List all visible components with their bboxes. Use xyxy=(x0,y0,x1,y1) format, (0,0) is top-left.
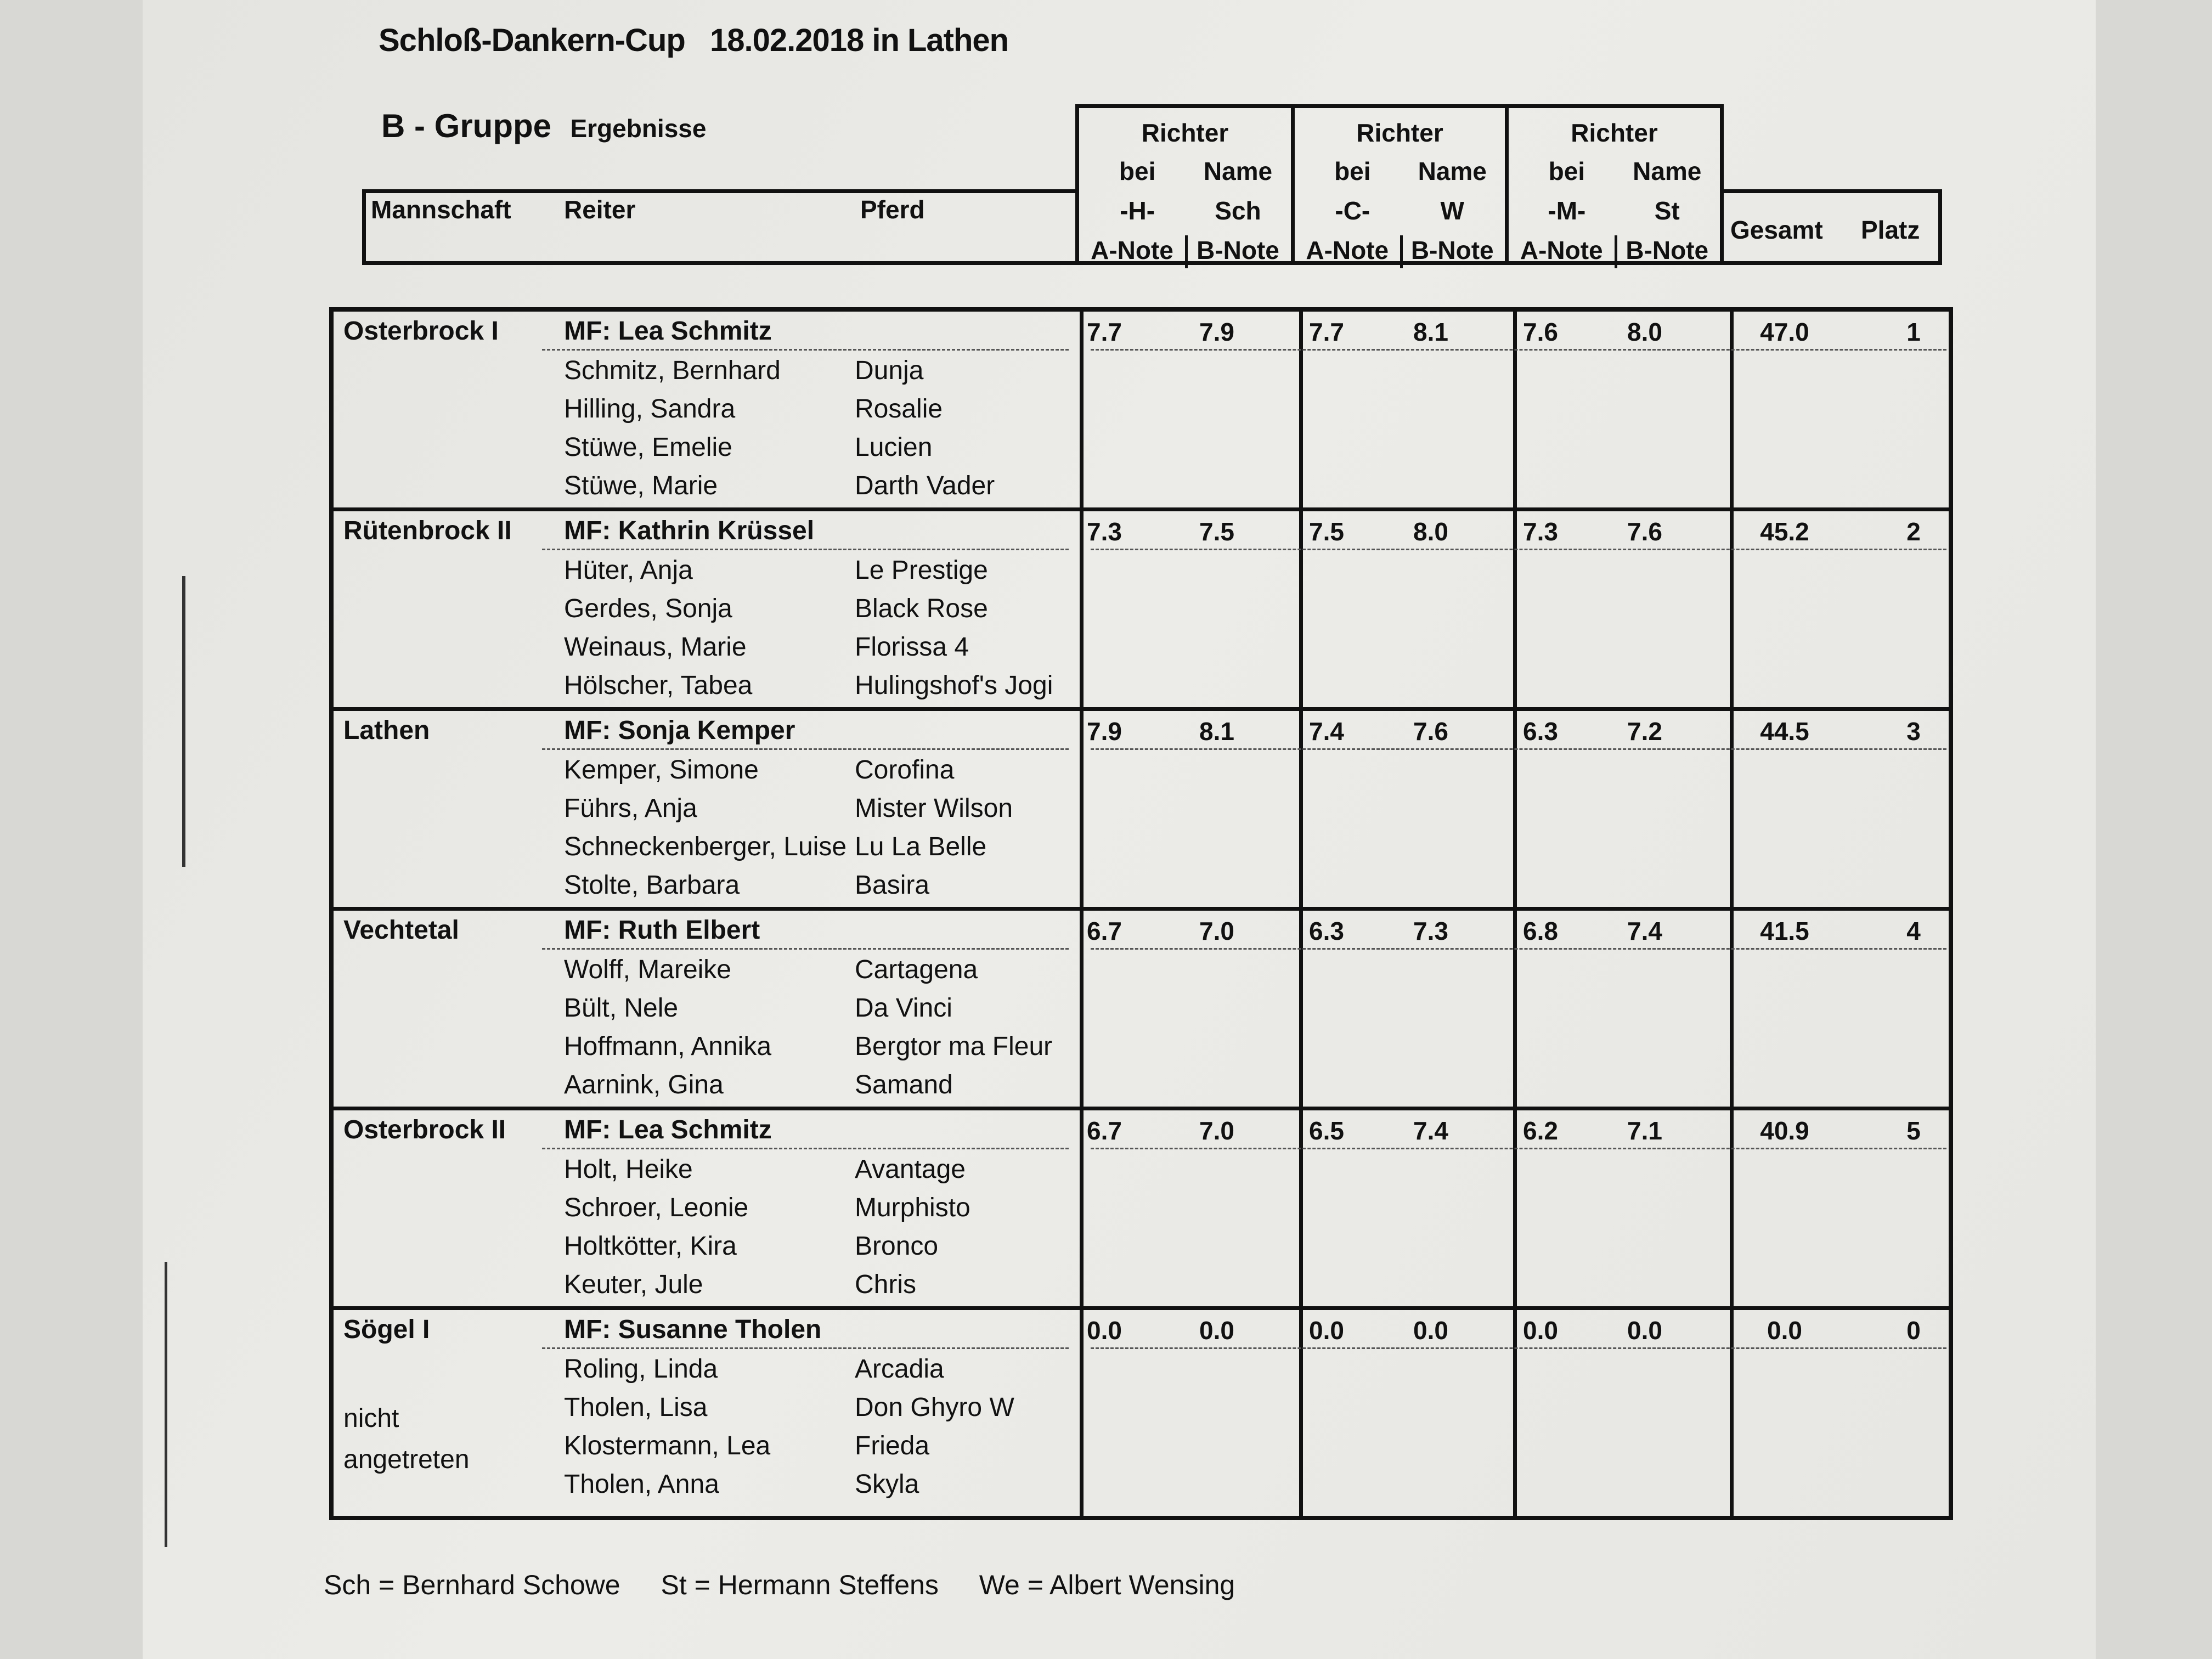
horse-name: Darth Vader xyxy=(855,471,995,500)
team-leader: MF: Lea Schmitz xyxy=(564,317,772,346)
judge-score: 7.9 xyxy=(1087,717,1122,746)
horse-name: Cartagena xyxy=(855,955,978,984)
rider-name: Gerdes, Sonja xyxy=(564,594,732,623)
team-leader: MF: Lea Schmitz xyxy=(564,1115,772,1144)
scan-mark-left-2 xyxy=(165,1262,167,1547)
team-name: Osterbrock II xyxy=(343,1115,506,1144)
horse-name: Arcadia xyxy=(855,1355,944,1384)
judge-score: 7.9 xyxy=(1199,318,1234,346)
judge-name-label: Name xyxy=(1203,157,1273,185)
horse-name: Hulingshof's Jogi xyxy=(855,671,1053,700)
team-place: 3 xyxy=(1906,717,1921,746)
judge-score: 0.0 xyxy=(1087,1316,1122,1345)
judge-b-note-label: B-Note xyxy=(1626,236,1709,264)
judge-richter-label: Richter xyxy=(1571,119,1658,147)
judge-m-header xyxy=(1509,104,1724,265)
event-date-place: 18.02.2018 in Lathen xyxy=(709,22,1009,58)
scan-mark-left xyxy=(182,576,185,867)
judge-position: -H- xyxy=(1120,196,1155,225)
team-place: 5 xyxy=(1906,1116,1921,1145)
rider-name: Klostermann, Lea xyxy=(564,1431,771,1460)
judge-position: -C- xyxy=(1335,196,1370,225)
judge-score: 7.3 xyxy=(1523,517,1558,546)
judge-score: 7.7 xyxy=(1087,318,1122,346)
horse-name: Black Rose xyxy=(855,594,988,623)
team-name: Rütenbrock II xyxy=(343,516,512,545)
judge-score: 7.3 xyxy=(1413,917,1448,945)
judge-score: 7.5 xyxy=(1199,517,1234,546)
rider-name: Hilling, Sandra xyxy=(564,394,736,424)
judge-score: 6.5 xyxy=(1309,1116,1344,1145)
team-total: 0.0 xyxy=(1767,1316,1802,1345)
team-row xyxy=(334,711,1949,911)
legend-st: St = Hermann Steffens xyxy=(661,1570,939,1600)
legend-sch: Sch = Bernhard Schowe xyxy=(324,1570,620,1600)
horse-name: Bergtor ma Fleur xyxy=(855,1032,1053,1061)
judge-score: 8.0 xyxy=(1413,517,1448,546)
underline-dots xyxy=(1091,748,1946,750)
judge-score: 7.4 xyxy=(1627,917,1662,945)
team-row xyxy=(334,1110,1949,1310)
judge-score: 8.0 xyxy=(1627,318,1662,346)
judge-name-label: Name xyxy=(1633,157,1702,185)
judge-score: 6.2 xyxy=(1523,1116,1558,1145)
judge-score: 6.3 xyxy=(1523,717,1558,746)
horse-name: Skyla xyxy=(855,1470,919,1499)
underline-dots xyxy=(542,349,1069,351)
team-name: Vechtetal xyxy=(343,916,459,945)
column-divider xyxy=(1730,1110,1734,1306)
horse-name: Bronco xyxy=(855,1232,939,1261)
judge-h-header xyxy=(1075,104,1295,265)
horse-name: Florissa 4 xyxy=(855,633,969,662)
team-place: 1 xyxy=(1906,318,1921,346)
rider-name: Weinaus, Marie xyxy=(564,633,747,662)
header-pferd: Pferd xyxy=(860,195,925,224)
underline-dots xyxy=(1091,1347,1946,1349)
horse-name: Don Ghyro W xyxy=(855,1393,1014,1422)
team-leader: MF: Susanne Tholen xyxy=(564,1315,822,1344)
rider-name: Keuter, Jule xyxy=(564,1270,703,1299)
horse-name: Lucien xyxy=(855,433,933,462)
judge-name-label: Name xyxy=(1418,157,1487,185)
horse-name: Le Prestige xyxy=(855,556,988,585)
judge-code: Sch xyxy=(1215,196,1261,225)
judge-score: 0.0 xyxy=(1413,1316,1448,1345)
underline-dots xyxy=(1091,1148,1946,1149)
judge-c-header xyxy=(1295,104,1509,265)
judge-score: 8.1 xyxy=(1199,717,1234,746)
group-name: B - Gruppe xyxy=(381,108,551,144)
judge-score: 7.3 xyxy=(1087,517,1122,546)
judge-note-divider xyxy=(1185,235,1188,268)
rider-name: Hölscher, Tabea xyxy=(564,671,753,700)
horse-name: Murphisto xyxy=(855,1193,970,1222)
team-row xyxy=(334,1310,1949,1516)
team-name: Lathen xyxy=(343,716,430,745)
underline-dots xyxy=(542,748,1069,750)
judge-score: 8.1 xyxy=(1413,318,1448,346)
judge-a-note-label: A-Note xyxy=(1306,236,1389,264)
rider-name: Schmitz, Bernhard xyxy=(564,356,781,385)
horse-name: Avantage xyxy=(855,1155,966,1184)
team-row xyxy=(334,312,1949,511)
team-place: 2 xyxy=(1906,517,1921,546)
judge-score: 7.0 xyxy=(1199,1116,1234,1145)
horse-name: Basira xyxy=(855,871,930,900)
judge-score: 6.7 xyxy=(1087,1116,1122,1145)
rider-name: Wolff, Mareike xyxy=(564,955,731,984)
header-gesamt: Gesamt xyxy=(1730,216,1823,244)
header-platz: Platz xyxy=(1861,216,1920,244)
judge-bei-label: bei xyxy=(1548,157,1585,185)
event-name: Schloß-Dankern-Cup xyxy=(379,22,685,58)
team-place: 4 xyxy=(1906,917,1921,945)
judge-b-note-label: B-Note xyxy=(1197,236,1279,264)
horse-name: Samand xyxy=(855,1070,953,1099)
team-name: Osterbrock I xyxy=(343,317,499,346)
team-total: 44.5 xyxy=(1760,717,1809,746)
team-row xyxy=(334,911,1949,1110)
team-row xyxy=(334,511,1949,711)
underline-dots xyxy=(542,1148,1069,1149)
horse-name: Da Vinci xyxy=(855,994,952,1023)
judge-score: 7.6 xyxy=(1413,717,1448,746)
horse-name: Dunja xyxy=(855,356,924,385)
judge-score: 6.3 xyxy=(1309,917,1344,945)
judge-score: 7.6 xyxy=(1627,517,1662,546)
judges-legend xyxy=(324,1569,1268,1601)
judge-bei-label: bei xyxy=(1119,157,1156,185)
team-leader: MF: Kathrin Krüssel xyxy=(564,516,815,545)
column-divider xyxy=(1730,1310,1734,1516)
header-reiter: Reiter xyxy=(564,195,636,224)
rider-name: Stüwe, Marie xyxy=(564,471,718,500)
rider-name: Führs, Anja xyxy=(564,794,697,823)
rider-name: Stüwe, Emelie xyxy=(564,433,732,462)
judge-position: -M- xyxy=(1548,196,1586,225)
judge-a-note-label: A-Note xyxy=(1520,236,1603,264)
legend-we: We = Albert Wensing xyxy=(979,1570,1235,1600)
horse-name: Chris xyxy=(855,1270,917,1299)
judge-score: 0.0 xyxy=(1627,1316,1662,1345)
judge-code: St xyxy=(1654,196,1680,225)
team-total: 45.2 xyxy=(1760,517,1809,546)
table-header xyxy=(362,104,1942,269)
judge-score: 7.6 xyxy=(1523,318,1558,346)
underline-dots xyxy=(1091,549,1946,550)
rider-name: Aarnink, Gina xyxy=(564,1070,724,1099)
judge-richter-label: Richter xyxy=(1141,119,1229,147)
header-gesamt-platz xyxy=(1724,189,1942,265)
team-leader: MF: Sonja Kemper xyxy=(564,716,795,745)
judge-bei-label: bei xyxy=(1334,157,1371,185)
underline-dots xyxy=(542,549,1069,550)
team-total: 40.9 xyxy=(1760,1116,1809,1145)
rider-name: Holt, Heike xyxy=(564,1155,693,1184)
judge-score: 7.7 xyxy=(1309,318,1344,346)
rider-name: Tholen, Lisa xyxy=(564,1393,708,1422)
results-table xyxy=(329,307,1953,1520)
judge-score: 6.7 xyxy=(1087,917,1122,945)
team-leader: MF: Ruth Elbert xyxy=(564,916,760,945)
horse-name: Frieda xyxy=(855,1431,930,1460)
judge-b-note-label: B-Note xyxy=(1410,236,1494,264)
judge-score: 7.4 xyxy=(1413,1116,1448,1145)
horse-name: Rosalie xyxy=(855,394,943,424)
group-label: Ergebnisse xyxy=(570,114,707,143)
team-total: 41.5 xyxy=(1760,917,1809,945)
horse-name: Lu La Belle xyxy=(855,832,987,861)
column-divider xyxy=(1730,711,1734,907)
judge-score: 7.1 xyxy=(1627,1116,1662,1145)
team-place: 0 xyxy=(1906,1316,1921,1345)
judge-note-divider xyxy=(1615,235,1617,268)
judge-score: 0.0 xyxy=(1523,1316,1558,1345)
judge-score: 7.4 xyxy=(1309,717,1344,746)
rider-name: Holtkötter, Kira xyxy=(564,1232,737,1261)
page-title xyxy=(379,22,1025,59)
team-total: 47.0 xyxy=(1760,318,1809,346)
team-note-line-2: angetreten xyxy=(343,1445,470,1474)
horse-name: Mister Wilson xyxy=(855,794,1013,823)
rider-name: Kemper, Simone xyxy=(564,755,759,785)
judge-score: 7.0 xyxy=(1199,917,1234,945)
judge-score: 0.0 xyxy=(1309,1316,1344,1345)
judge-richter-label: Richter xyxy=(1356,119,1443,147)
judge-score: 7.2 xyxy=(1627,717,1662,746)
column-divider xyxy=(1730,312,1734,507)
rider-name: Schneckenberger, Luise xyxy=(564,832,847,861)
underline-dots xyxy=(542,948,1069,950)
underline-dots xyxy=(542,1347,1069,1349)
rider-name: Bült, Nele xyxy=(564,994,679,1023)
rider-name: Stolte, Barbara xyxy=(564,871,740,900)
horse-name: Corofina xyxy=(855,755,955,785)
underline-dots xyxy=(1091,948,1946,950)
judge-score: 7.5 xyxy=(1309,517,1344,546)
rider-name: Roling, Linda xyxy=(564,1355,718,1384)
judge-code: W xyxy=(1440,196,1464,225)
rider-name: Hüter, Anja xyxy=(564,556,693,585)
rider-name: Schroer, Leonie xyxy=(564,1193,749,1222)
team-name: Sögel I xyxy=(343,1315,430,1344)
underline-dots xyxy=(1091,349,1946,351)
column-divider xyxy=(1730,511,1734,707)
column-divider xyxy=(1730,911,1734,1107)
judge-a-note-label: A-Note xyxy=(1091,236,1173,264)
rider-name: Hoffmann, Annika xyxy=(564,1032,772,1061)
header-mannschaft: Mannschaft xyxy=(371,195,511,224)
judge-score: 6.8 xyxy=(1523,917,1558,945)
judge-note-divider xyxy=(1400,235,1403,268)
judge-score: 0.0 xyxy=(1199,1316,1234,1345)
rider-name: Tholen, Anna xyxy=(564,1470,719,1499)
team-note-line-1: nicht xyxy=(343,1404,399,1433)
